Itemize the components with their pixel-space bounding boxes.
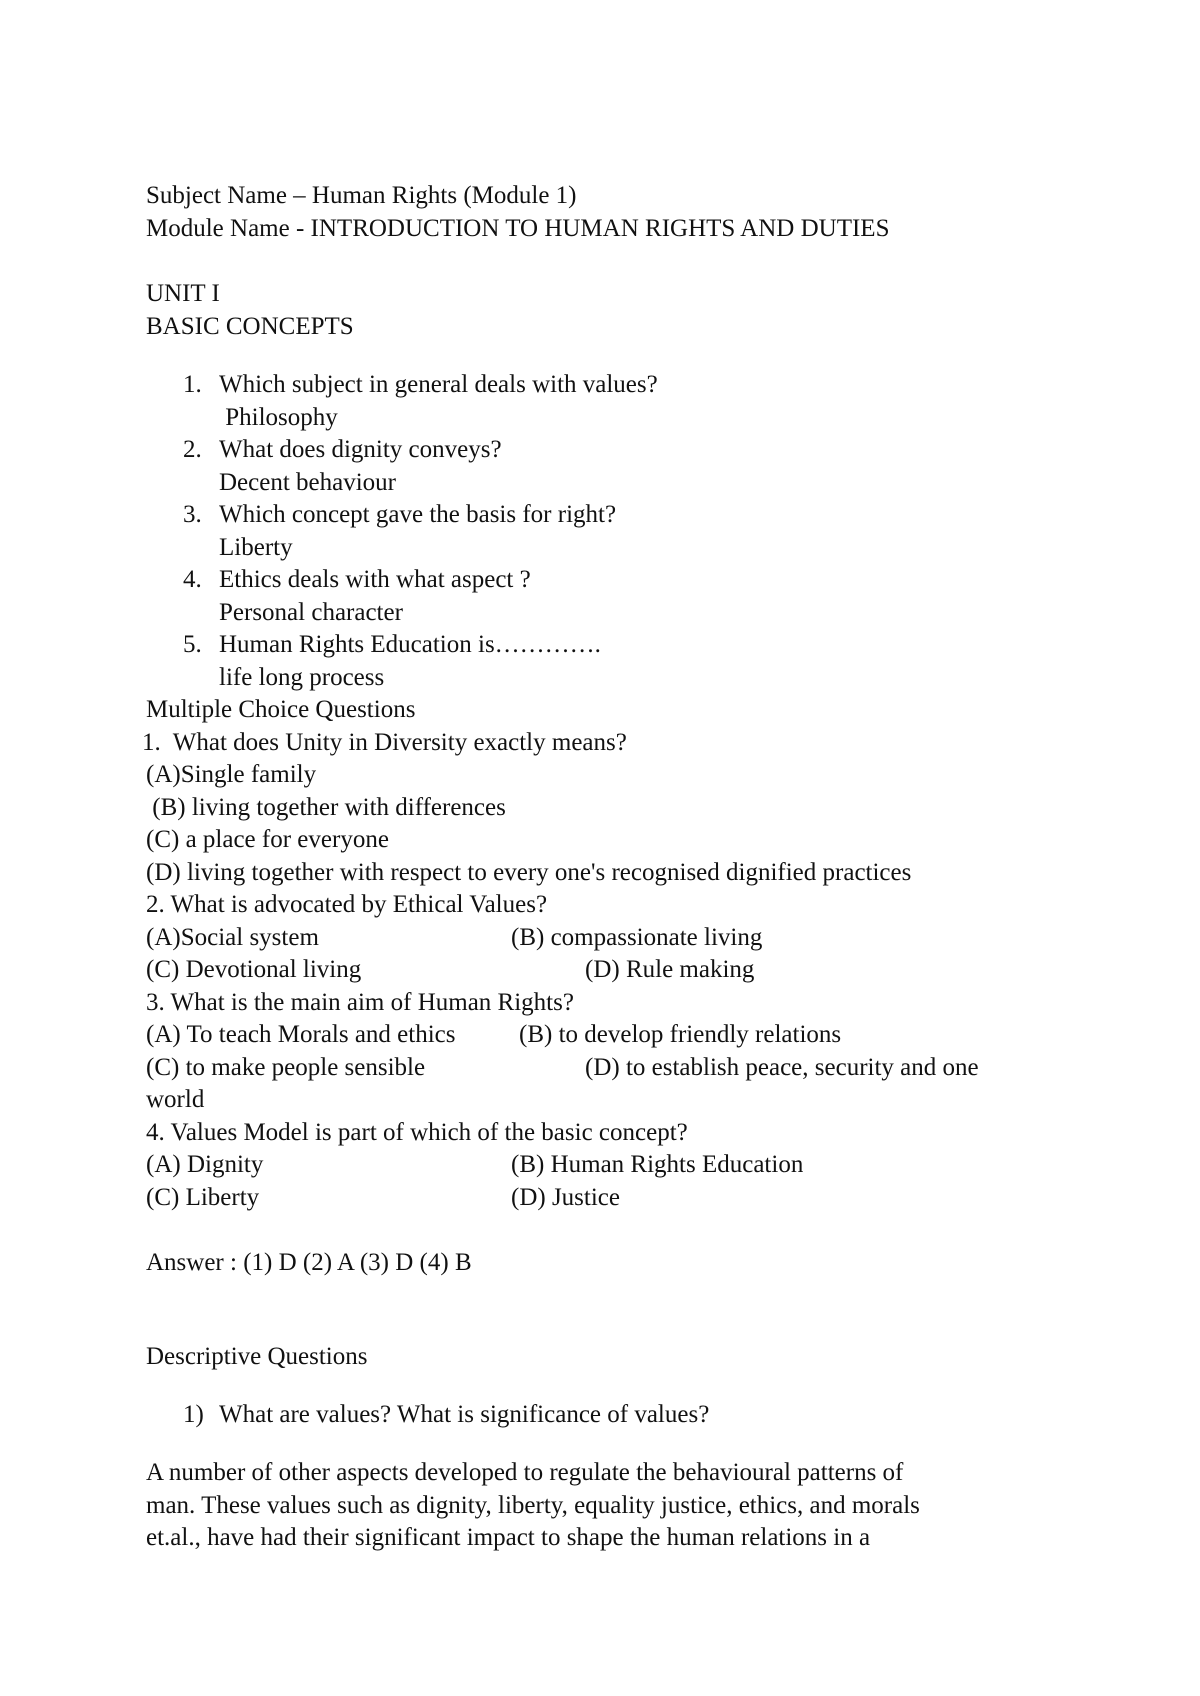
short-q3-number: 3. (183, 501, 202, 528)
mcq-q3-question: 3. What is the main aim of Human Rights? (146, 989, 574, 1016)
short-q2-number: 2. (183, 436, 202, 463)
mcq-q2-option-b: (B) compassionate living (511, 924, 763, 951)
descriptive-paragraph-line: A number of other aspects developed to regulate the behavioural patterns of (146, 1459, 904, 1486)
descriptive-heading: Descriptive Questions (146, 1343, 368, 1370)
mcq-q3-option-a: (A) To teach Morals and ethics (146, 1021, 456, 1048)
short-q5-number: 5. (183, 631, 202, 658)
mcq-q2-option-a: (A)Social system (146, 924, 319, 951)
mcq-q3-option-c: (C) to make people sensible (146, 1054, 426, 1081)
mcq-q1-option-b: (B) living together with differences (146, 794, 506, 821)
descriptive-q1-question: What are values? What is significance of values? (219, 1401, 710, 1428)
short-q2-answer: Decent behaviour (219, 469, 397, 496)
short-q2-question: What does dignity conveys? (219, 436, 502, 463)
mcq-q1-option-c: (C) a place for everyone (146, 826, 389, 853)
mcq-q4-option-b: (B) Human Rights Education (511, 1151, 804, 1178)
mcq-q1-option-a: (A)Single family (146, 761, 317, 788)
mcq-q4-option-c: (C) Liberty (146, 1184, 260, 1211)
mcq-q3-option-d: (D) to establish peace, security and one (585, 1054, 979, 1081)
short-q5-question: Human Rights Education is…………. (219, 631, 601, 658)
mcq-answer-key: Answer : (1) D (2) A (3) D (4) B (146, 1249, 472, 1276)
mcq-q1-option-d: (D) living together with respect to every one's recognised dignified practices (146, 859, 912, 886)
short-q5-answer: life long process (219, 664, 385, 691)
descriptive-paragraph-line: et.al., have had their significant impact to shape the human relations in a (146, 1524, 871, 1551)
short-q1-question: Which subject in general deals with values? (219, 371, 658, 398)
mcq-heading: Multiple Choice Questions (146, 696, 416, 723)
mcq-q3-option-b: (B) to develop friendly relations (519, 1021, 842, 1048)
unit-subtitle: BASIC CONCEPTS (146, 313, 354, 340)
mcq-q2-option-c: (C) Devotional living (146, 956, 362, 983)
descriptive-q1-number: 1) (183, 1401, 204, 1428)
mcq-q2-question: 2. What is advocated by Ethical Values? (146, 891, 548, 918)
mcq-q4-question: 4. Values Model is part of which of the basic concept? (146, 1119, 688, 1146)
short-q1-answer: Philosophy (219, 404, 338, 431)
short-q4-question: Ethics deals with what aspect ? (219, 566, 531, 593)
mcq-q3-option-d-continued: world (146, 1086, 205, 1113)
short-q4-number: 4. (183, 566, 202, 593)
short-q3-answer: Liberty (219, 534, 293, 561)
module-name: Module Name - INTRODUCTION TO HUMAN RIGHTS AND DUTIES (146, 215, 890, 242)
mcq-q4-option-d: (D) Justice (511, 1184, 620, 1211)
unit-title: UNIT I (146, 280, 220, 307)
short-q3-question: Which concept gave the basis for right? (219, 501, 617, 528)
subject-name: Subject Name – Human Rights (Module 1) (146, 182, 577, 209)
mcq-q4-option-a: (A) Dignity (146, 1151, 264, 1178)
short-q1-number: 1. (183, 371, 202, 398)
descriptive-paragraph-line: man. These values such as dignity, liberty, equality justice, ethics, and morals (146, 1492, 920, 1519)
mcq-q1-question: 1. What does Unity in Diversity exactly means? (142, 729, 627, 756)
mcq-q2-option-d: (D) Rule making (585, 956, 755, 983)
short-q4-answer: Personal character (219, 599, 403, 626)
